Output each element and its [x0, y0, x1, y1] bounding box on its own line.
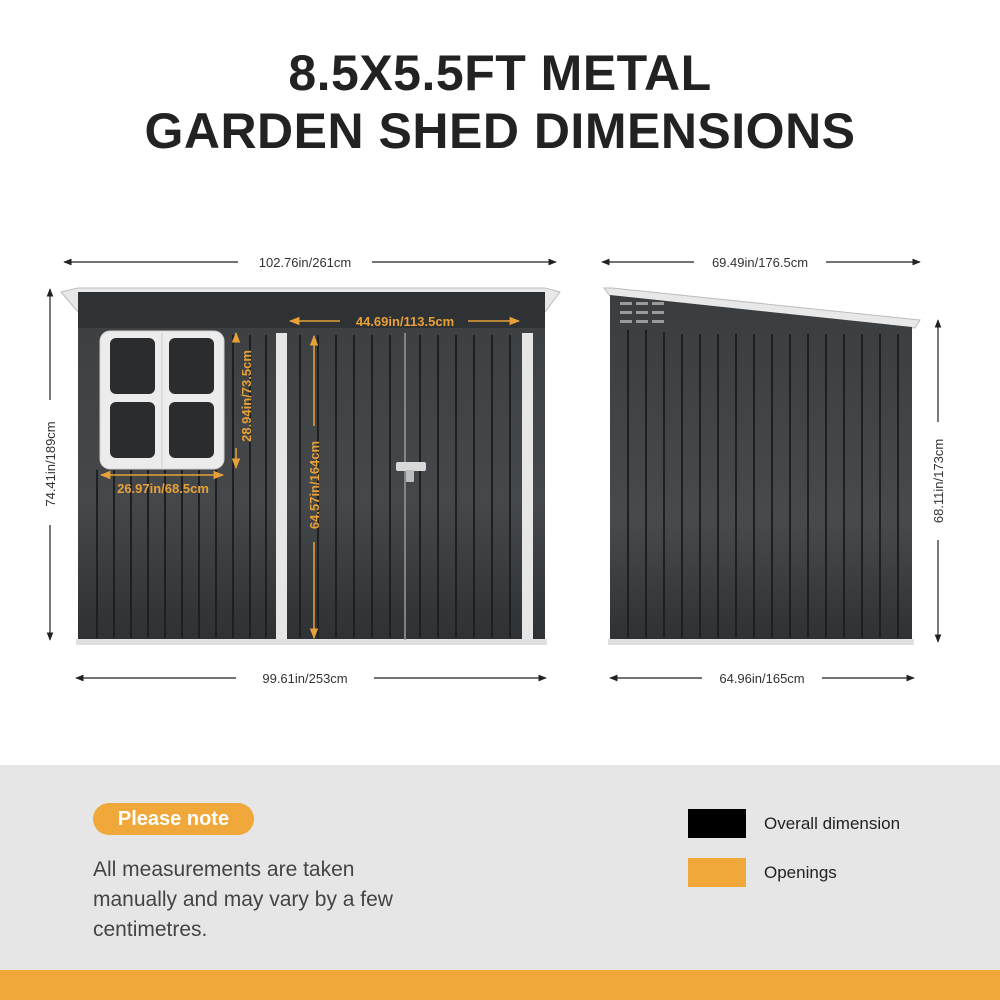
front-view [43, 255, 560, 686]
front-overall-width: 102.76in/261cm [258, 255, 352, 270]
door-width: 44.69in/113.5cm [355, 314, 455, 329]
side-overall-depth: 69.49in/176.5cm [711, 255, 809, 270]
side-height: 68.11in/173cm [931, 438, 946, 524]
door-height: 64.57in/164cm [307, 440, 322, 530]
page-title-line-1: 8.5X5.5FT METAL [288, 45, 712, 101]
page-title-line-2: GARDEN SHED DIMENSIONS [144, 103, 856, 159]
window-height: 28.94in/73.5cm [239, 350, 254, 442]
front-overall-height: 74.41in/189cm [43, 421, 58, 507]
please-note-badge: Please note [93, 803, 254, 835]
legend-label-overall: Overall dimension [764, 814, 901, 833]
side-view [602, 255, 946, 686]
legend-swatch-openings [688, 858, 746, 887]
legend-label-openings: Openings [764, 863, 837, 882]
window-width: 26.97in/68.5cm [117, 481, 209, 496]
front-base [76, 639, 547, 645]
side-base [608, 639, 914, 645]
left-trim [276, 333, 287, 642]
front-base-width: 99.61in/253cm [262, 671, 348, 686]
window [100, 331, 224, 469]
bottom-accent-bar [0, 970, 1000, 1000]
side-body [610, 295, 912, 642]
legend-swatch-overall [688, 809, 746, 838]
right-trim [522, 333, 533, 642]
note-text: All measurements are taken manually and may vary by a few centimetres. [93, 858, 393, 941]
side-base-depth: 64.96in/165cm [719, 671, 805, 686]
